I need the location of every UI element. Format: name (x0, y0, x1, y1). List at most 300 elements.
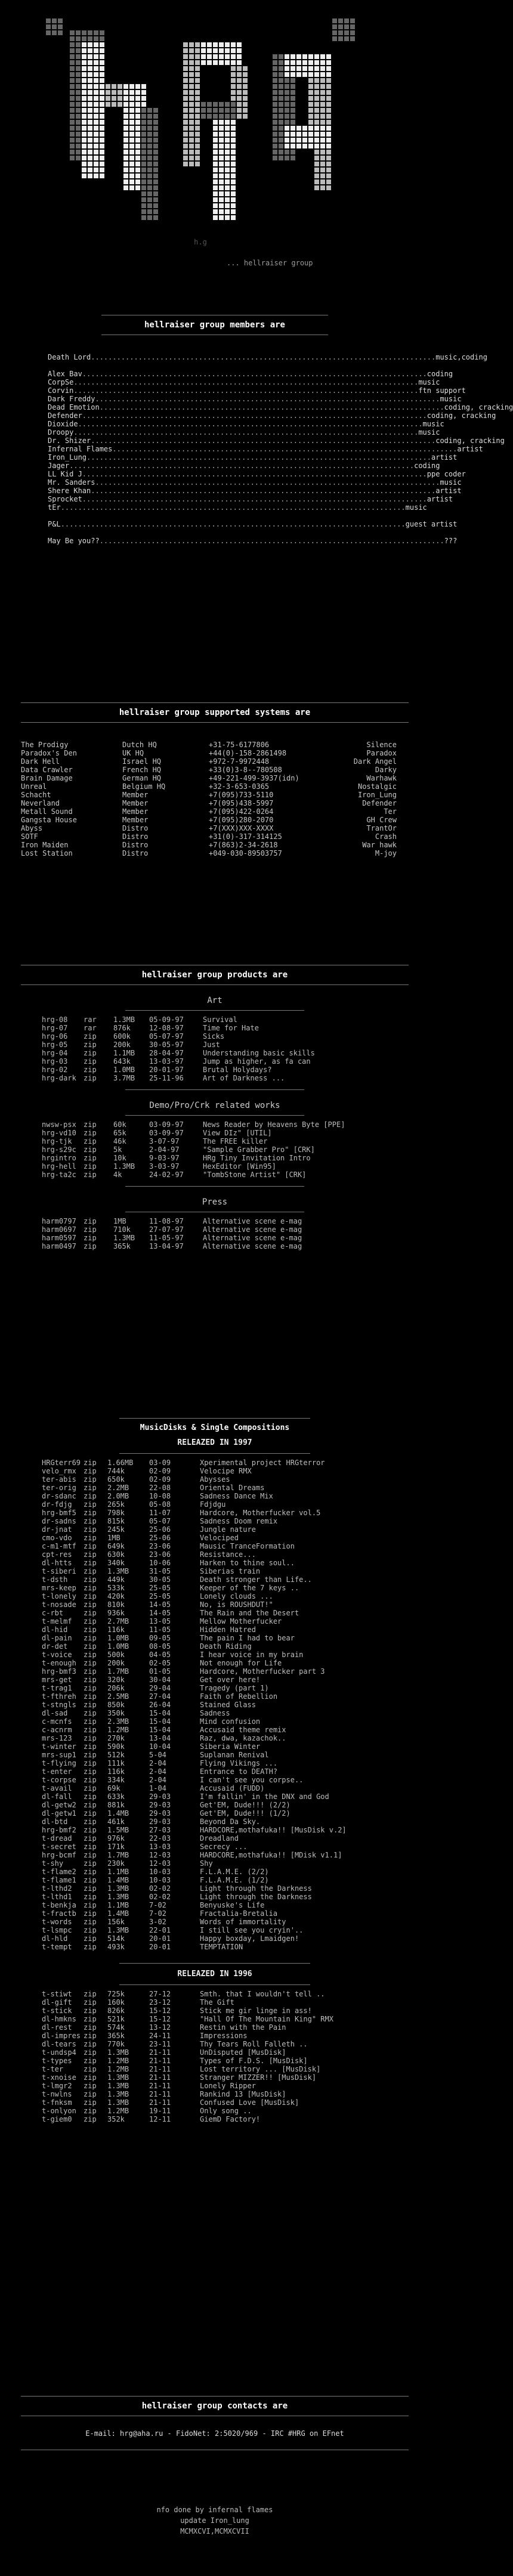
press-row-cell: harm0697 (42, 1225, 76, 1234)
music-row-cell: dl-hld (42, 1934, 68, 1943)
music-row-cell: 13-03 (149, 1843, 171, 1851)
music-row-cell: zip (84, 2057, 97, 2065)
art-row-cell: 28-04-97 (149, 1049, 184, 1057)
press-row (42, 1242, 388, 1250)
art-row-cell: hrg-dark (42, 1074, 76, 1082)
music-row (42, 2082, 388, 2090)
music-row-cell: 7-02 (149, 1909, 166, 1918)
music-row-cell: 25-06 (149, 1534, 171, 1542)
system-cell: Paradox's Den (21, 749, 77, 757)
system-cell: Israel HQ (122, 757, 162, 766)
member-name: Dead Emotion (48, 403, 100, 411)
contacts-section (0, 2391, 429, 2455)
music-row-cell: zip (84, 2023, 97, 2032)
music-row-cell: hrg-bmf5 (42, 1509, 76, 1517)
demo-row-cell: 2-04-97 (149, 1145, 180, 1154)
system-cell: Crash (375, 832, 397, 841)
footer-line-1: nfo done by infernal flames (156, 2506, 273, 2514)
music-row-cell: Raz, dwa, kazachok.. (200, 1734, 286, 1742)
music-row-cell: 1.66MB (107, 1459, 134, 1467)
member-row (48, 428, 440, 436)
art-row-cell: 3.7MB (113, 1074, 135, 1082)
demo-row-cell: zip (84, 1129, 97, 1137)
member-row (48, 353, 487, 361)
member-name: Infernal Flames (48, 445, 113, 453)
music-row-cell: 420k (107, 1592, 125, 1600)
music-row-cell: dl-impres (42, 2032, 81, 2040)
member-role: coding, cracking (444, 403, 513, 411)
demo-row-cell: The FREE killer (203, 1137, 268, 1145)
music-row-cell: zip (84, 1726, 97, 1734)
music-row-cell: t-flame1 (42, 1876, 76, 1884)
music-row (42, 1759, 388, 1767)
music-row-cell: 936k (107, 1609, 125, 1617)
music-row-cell: zip (84, 1884, 97, 1893)
music-row-cell: 265k (107, 1500, 125, 1509)
art-row-cell: 20-01-97 (149, 1066, 184, 1074)
music-row-cell: t-fnksm (42, 2098, 72, 2107)
system-cell: +7(095)280-2070 (209, 816, 274, 824)
music-row-cell: 14-05 (149, 1600, 171, 1609)
music-row-cell: t-shy (42, 1859, 64, 1868)
music-row-cell: ter-abis (42, 1475, 76, 1484)
music-row-cell: 23-12 (149, 1998, 171, 2007)
system-cell: Metall Sound (21, 807, 73, 816)
art-row (42, 1057, 388, 1066)
music-row-cell: t-xnoise (42, 2073, 76, 2082)
art-row-cell: 200k (113, 1041, 131, 1049)
music-row-cell: 649k (107, 1542, 125, 1550)
music-row-cell: 206k (107, 1684, 125, 1692)
music-row-cell: HARDCORE,mothafuka!! [MDisk v1.1] (200, 1851, 342, 1859)
art-row-cell: hrg-03 (42, 1057, 68, 1066)
music-row-cell: cpt-res (42, 1550, 72, 1559)
system-cell: +33(0)3-8--780508 (209, 766, 282, 774)
music-row-cell: Lonely Ripper (200, 2082, 256, 2090)
music-row-cell: 02-02 (149, 1893, 171, 1901)
member-dots: ................................................................................ (99, 537, 444, 545)
divider (125, 1010, 304, 1011)
music-row-cell: dl-rest (42, 2023, 72, 2032)
member-name: Dr. Shizer (48, 436, 91, 445)
system-row (21, 849, 409, 857)
demo-row-cell: 03-09-97 (149, 1129, 184, 1137)
music-row-cell: t-flame2 (42, 1868, 76, 1876)
art-row-cell: hrg-04 (42, 1049, 68, 1057)
system-row (21, 824, 409, 832)
system-row (21, 807, 409, 816)
music-row-cell: 1.0MB (107, 1634, 129, 1642)
music-row-cell: Tragedy (part 1) (200, 1684, 269, 1692)
music-row-cell: zip (84, 1634, 97, 1642)
system-cell: Data Crawler (21, 766, 73, 774)
music-row-cell: t-secret (42, 1843, 76, 1851)
music-row-cell: zip (84, 1901, 97, 1909)
systems-title: hellraiser group supported systems are (119, 708, 311, 717)
music-row-cell: I can't see you corpse.. (200, 1776, 304, 1784)
music-row-cell: F.L.A.M.E. (2/2) (200, 1868, 269, 1876)
music-row-cell: 15-04 (149, 1726, 171, 1734)
press-row-cell: 1MB (113, 1217, 126, 1225)
music-row (42, 1617, 388, 1626)
demo-row (42, 1145, 388, 1154)
music-row-cell: t-avail (42, 1784, 72, 1792)
system-cell: Darky (375, 766, 397, 774)
music-row-cell: t-flying (42, 1759, 76, 1767)
music-row-cell: zip (84, 1742, 97, 1751)
system-cell: TrantOr (366, 824, 397, 832)
member-role: artist (435, 487, 462, 495)
art-row-cell: 30-05-97 (149, 1041, 184, 1049)
music-row (42, 2090, 388, 2098)
system-cell: Warhawk (366, 774, 397, 782)
music-row-cell: zip (84, 1484, 97, 1492)
system-cell: Member (122, 799, 149, 807)
music-row-cell: Dreadland (200, 1834, 239, 1843)
music-row (42, 1734, 388, 1742)
system-cell: +7(095)438-5997 (209, 799, 274, 807)
music-row-cell: 02-09 (149, 1467, 171, 1475)
member-name (48, 361, 125, 370)
music-row-cell: t-nwlns (42, 2090, 72, 2098)
music-row-cell: 1.3MB (107, 1567, 129, 1575)
music-row-cell: zip (84, 1592, 97, 1600)
system-cell: Brain Damage (21, 774, 73, 782)
music-row (42, 1726, 388, 1734)
music-row (42, 1751, 388, 1759)
music-row-cell: zip (84, 1851, 97, 1859)
music-row-cell: zip (84, 1717, 97, 1726)
music-row (42, 1676, 388, 1684)
member-role: music (418, 428, 440, 436)
system-cell: Belgium HQ (122, 782, 166, 791)
demo-row-cell: zip (84, 1137, 97, 1145)
music-row-cell: 29-03 (149, 1809, 171, 1818)
demo-row (42, 1171, 388, 1179)
art-row-cell: zip (84, 1074, 97, 1082)
music-row-cell: 1.2MB (107, 1726, 129, 1734)
music-row-cell: t-voice (42, 1651, 72, 1659)
music-row-cell: 5-04 (149, 1751, 166, 1759)
member-dots: ................................................................................ (95, 395, 440, 403)
art-row-cell: hrg-05 (42, 1041, 68, 1049)
music-row (42, 1809, 388, 1818)
music-row-cell: zip (84, 1792, 97, 1801)
member-name: Mr. Sanders (48, 478, 95, 487)
music-row-cell: 881k (107, 1801, 125, 1809)
music-row-cell: 815k (107, 1517, 125, 1525)
members-section (0, 310, 513, 545)
art-row-cell: rar (84, 1024, 97, 1032)
music-row-cell: t-onlyon (42, 2107, 76, 2115)
member-name: Defender (48, 411, 82, 420)
music-row (42, 1467, 388, 1475)
demo-row (42, 1120, 388, 1129)
music-row (42, 1475, 388, 1484)
music-row-cell: dl-sad (42, 1709, 68, 1717)
music-row-cell: zip (84, 1834, 97, 1843)
demo-row (42, 1162, 388, 1171)
music-row-cell: zip (84, 1990, 97, 1998)
music-row-cell: zip (84, 1767, 97, 1776)
member-row (48, 420, 444, 428)
music-row-cell: 1-04 (149, 1784, 166, 1792)
demo-row (42, 1154, 388, 1162)
system-cell: Dutch HQ (122, 741, 157, 749)
music-row-cell: zip (84, 1600, 97, 1609)
music-row-cell: 1.3MB (107, 2090, 129, 2098)
music-row (42, 1776, 388, 1784)
music-row-cell: 23-06 (149, 1542, 171, 1550)
music-row-cell: 02-05 (149, 1659, 171, 1667)
music-row-cell: Hardcore, Motherfucker vol.5 (200, 1509, 321, 1517)
music-row (42, 1584, 388, 1592)
music-row-cell: zip (84, 1609, 97, 1617)
music-row (42, 1901, 388, 1909)
music-row-cell: ter-orig (42, 1484, 76, 1492)
music-row-cell: 1.2MB (107, 2107, 129, 2115)
demo-list (42, 1120, 388, 1179)
member-role: music (405, 503, 427, 512)
music-row-cell: 05-07 (149, 1517, 171, 1525)
member-row (48, 378, 440, 386)
member-role: ftn support (418, 386, 466, 395)
music-row-cell: t-stick (42, 2007, 72, 2015)
members-title: hellraiser group members are (144, 320, 285, 330)
member-dots: ................................................................................ (91, 436, 436, 445)
art-row-cell: Art of Darkness ... (203, 1074, 285, 1082)
music-row-cell: cmo-vdo (42, 1534, 72, 1542)
music-row-cell: Accusaid theme remix (200, 1726, 286, 1734)
music-row-cell: zip (84, 1475, 97, 1484)
music-row-cell: Light through the Darkness (200, 1893, 312, 1901)
music-row-cell: t-lonely (42, 1592, 76, 1600)
music-row-cell: Accusaid (FUDD) (200, 1784, 265, 1792)
music-row (42, 1659, 388, 1667)
music-row-cell: 21-11 (149, 2073, 171, 2082)
music-row-cell: 500k (107, 1651, 125, 1659)
music-row-cell: dl-htts (42, 1559, 72, 1567)
demo-row-cell: 60k (113, 1120, 126, 1129)
music-row-cell: 1.4MB (107, 1809, 129, 1818)
demo-row-cell: 03-09-97 (149, 1120, 184, 1129)
music-row (42, 1742, 388, 1751)
system-cell: +44(0)-158-2861498 (209, 749, 287, 757)
demo-row (42, 1129, 388, 1137)
music-row-cell: dr-sdanc (42, 1492, 76, 1500)
music-row (42, 1792, 388, 1801)
member-role: coding, cracking (435, 436, 505, 445)
music-row-cell: 13-04 (149, 1734, 171, 1742)
music-row-cell: 111k (107, 1759, 125, 1767)
system-cell: Distro (122, 849, 149, 857)
music-row-cell: t-benkja (42, 1901, 76, 1909)
music-row (42, 1509, 388, 1517)
art-row-cell: zip (84, 1066, 97, 1074)
music-row-cell: dr-fdjg (42, 1500, 72, 1509)
music-row (42, 2040, 388, 2048)
music-row-cell: 03-09 (149, 1459, 171, 1467)
music-1996-list (42, 1990, 388, 2123)
music-row (42, 1542, 388, 1550)
art-row-cell: 876k (113, 1024, 131, 1032)
member-dots: ................................................................................ (73, 386, 419, 395)
music-row-cell: 810k (107, 1600, 125, 1609)
press-row-cell: zip (84, 1225, 97, 1234)
demo-row-cell: 3-07-97 (149, 1137, 180, 1145)
music-row-cell: I still see you cryin'.. (200, 1926, 304, 1934)
music-row-cell: Flying Vikings ... (200, 1759, 278, 1767)
music-row (42, 1534, 388, 1542)
music-row (42, 1884, 388, 1893)
art-title: Art (207, 996, 222, 1005)
music-row-cell: Death stronger than Life.. (200, 1575, 312, 1584)
music-row-cell: Siberia Winter (200, 1742, 261, 1751)
music-row (42, 1626, 388, 1634)
music-row-cell: t-lthd1 (42, 1893, 72, 1901)
member-dots: ................................................................................ (82, 411, 427, 420)
art-row-cell: hrg-08 (42, 1015, 68, 1024)
music-row-cell: 334k (107, 1776, 125, 1784)
member-role: artist (431, 453, 458, 462)
music-section (0, 1413, 429, 2123)
divider (21, 984, 409, 985)
music-row (42, 1998, 388, 2007)
demo-row-cell: zip (84, 1154, 97, 1162)
music-row-cell: zip (84, 1893, 97, 1901)
system-cell: +31-75-6177806 (209, 741, 270, 749)
music-row-cell: Velocipe RMX (200, 1467, 252, 1475)
system-row (21, 841, 409, 849)
member-dots: ................................................................................ (86, 453, 431, 462)
member-row (48, 520, 458, 528)
art-row-cell: Survival (203, 1015, 237, 1024)
music-row-cell: t-corpse (42, 1776, 76, 1784)
music-row-cell: 21-11 (149, 2065, 171, 2073)
music-row-cell: dl-fall (42, 1792, 72, 1801)
music-row-cell: Mind confusion (200, 1717, 261, 1726)
demo-row (42, 1137, 388, 1145)
music-row-cell: 14-05 (149, 1609, 171, 1617)
music-row-cell: 1.4MB (107, 1909, 129, 1918)
music-row (42, 1559, 388, 1567)
music-row (42, 1634, 388, 1642)
press-row-cell: harm0597 (42, 1234, 76, 1242)
demo-row-cell: zip (84, 1162, 97, 1171)
music-row-cell: I'm fallin' in the DNX and God (200, 1792, 329, 1801)
music-row-cell: 230k (107, 1859, 125, 1868)
demo-row-cell: hrg-ta2c (42, 1171, 76, 1179)
music-row-cell: The Rain and the Desert (200, 1609, 299, 1617)
music-row-cell: Sadness (200, 1709, 230, 1717)
music-row-cell: zip (84, 1626, 97, 1634)
music-row-cell: Impressions (200, 2032, 248, 2040)
music-row-cell: Stick me gir linge in ass! (200, 2007, 312, 2015)
member-role: coding, cracking (427, 411, 496, 420)
music-row-cell: UnDisputed [MusDisk] (200, 2048, 286, 2057)
music-row-cell: 2-04 (149, 1776, 166, 1784)
music-row-cell: 270k (107, 1734, 125, 1742)
system-row (21, 799, 409, 807)
products-section (0, 960, 429, 1250)
music-row-cell: 514k (107, 1934, 125, 1943)
music-row-cell: 1.3MB (107, 1884, 129, 1893)
music-row (42, 1459, 388, 1467)
music-row-cell: 22-08 (149, 1484, 171, 1492)
art-row-cell: 13-03-97 (149, 1057, 184, 1066)
music-row-cell: 2.3MB (107, 1717, 129, 1726)
demo-row-cell: 24-02-97 (149, 1171, 184, 1179)
system-cell: +7(XXX)XXX-XXXX (209, 824, 274, 832)
music-row-cell: zip (84, 2015, 97, 2023)
member-role: music,coding (435, 353, 487, 361)
music-row (42, 1801, 388, 1809)
music-row-cell: zip (84, 1826, 97, 1834)
music-row-cell: 09-05 (149, 1634, 171, 1642)
music-row-cell: 850k (107, 1701, 125, 1709)
music-row-cell: zip (84, 1559, 97, 1567)
music-row-cell: t-undsp4 (42, 2048, 76, 2057)
press-row-cell: Alternative scene e-mag (203, 1217, 302, 1225)
demo-row-cell: hrg-hell (42, 1162, 76, 1171)
music-row-cell: zip (84, 1751, 97, 1759)
music-row-cell: Mausic TranceFormation (200, 1542, 295, 1550)
press-row-cell: 365k (113, 1242, 131, 1250)
music-row-cell: 1.4MB (107, 1876, 129, 1884)
member-row (48, 395, 462, 403)
music-row-cell: dl-pain (42, 1634, 72, 1642)
music-row-cell: zip (84, 1584, 97, 1592)
music-row (42, 1926, 388, 1934)
music-row-cell: Lonely clouds ... (200, 1592, 273, 1600)
music-row-cell: 1.3MB (107, 1893, 129, 1901)
member-row (48, 411, 496, 420)
music-row-cell: 744k (107, 1467, 125, 1475)
art-row (42, 1066, 388, 1074)
music-row-cell: 533k (107, 1584, 125, 1592)
system-cell: +32-3-653-0365 (209, 782, 270, 791)
system-cell: +31(0)-317-314125 (209, 832, 282, 841)
music-row (42, 2007, 388, 2015)
art-row (42, 1024, 388, 1032)
member-role: music (418, 378, 440, 386)
music-row-cell: zip (84, 2040, 97, 2048)
music-row (42, 1784, 388, 1792)
member-name: tEr (48, 503, 61, 512)
music-row (42, 1517, 388, 1525)
music-row-cell: Keeper of the 7 keys .. (200, 1584, 299, 1592)
music-row-cell: zip (84, 1809, 97, 1818)
music-row-cell: The Gift (200, 1998, 234, 2007)
system-cell: Ter (384, 807, 397, 816)
music-row-cell: Stained Glass (200, 1701, 256, 1709)
member-dots: ................................................................................ (60, 520, 406, 528)
member-name: Dark Freddy (48, 395, 95, 403)
music-row-cell: 116k (107, 1767, 125, 1776)
systems-section (0, 698, 429, 857)
art-row-cell: hrg-06 (42, 1032, 68, 1041)
demo-row-cell: 3-03-97 (149, 1162, 180, 1171)
music-row (42, 1684, 388, 1692)
demo-row-cell: 10k (113, 1154, 126, 1162)
art-row-cell: Sicks (203, 1032, 225, 1041)
music-row-cell: Not enough for Life (200, 1659, 282, 1667)
system-cell: French HQ (122, 766, 162, 774)
music-row-cell: Sadness Dance Mix (200, 1492, 273, 1500)
music-row-cell: zip (84, 1492, 97, 1500)
system-cell: War hawk (362, 841, 397, 849)
music-row-cell: zip (84, 1759, 97, 1767)
